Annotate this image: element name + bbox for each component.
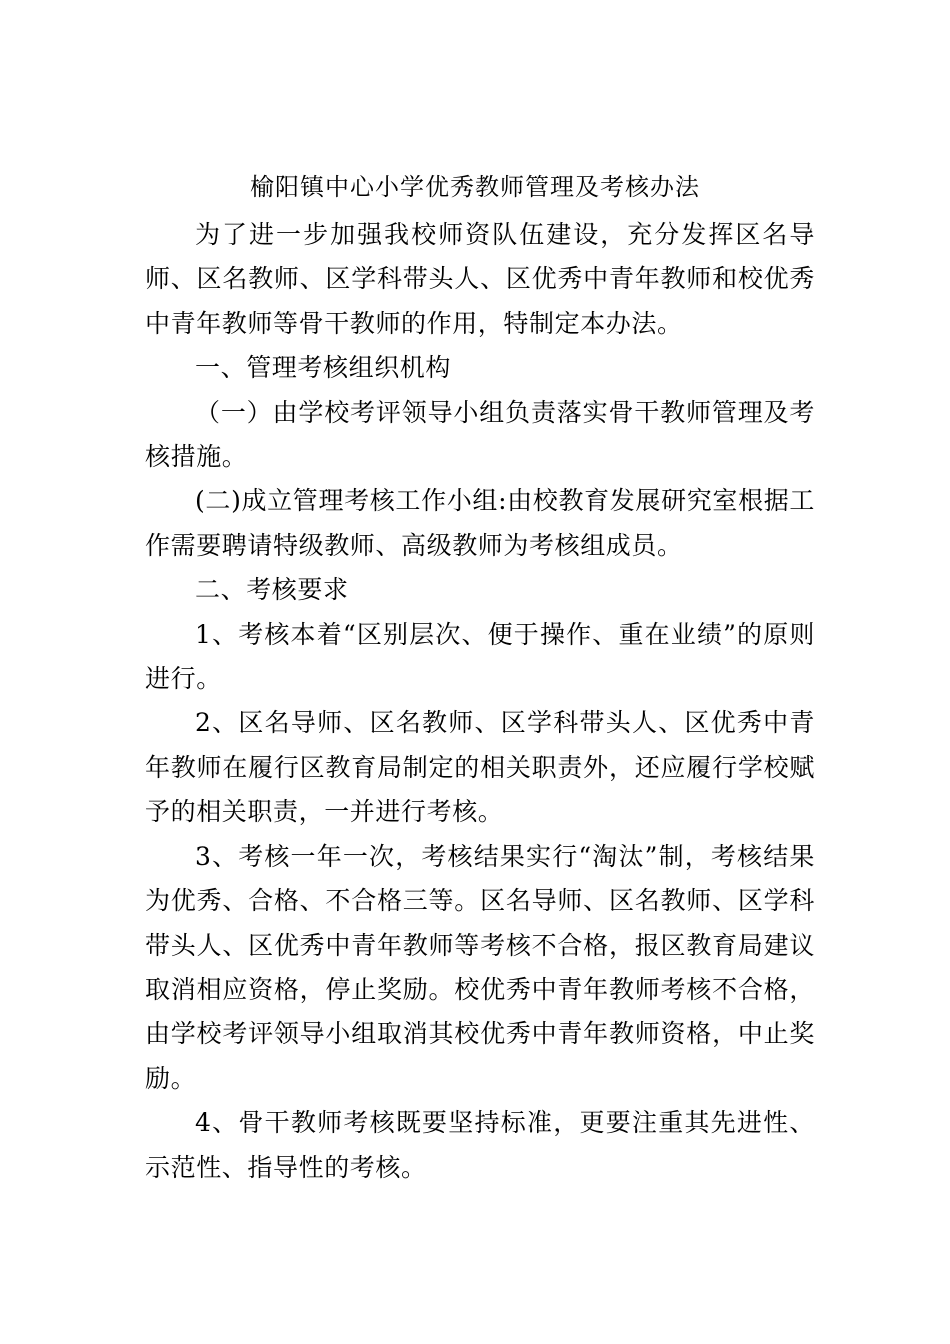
paragraph-1-2: (二)成立管理考核工作小组:由校教育发展研究室根据工作需要聘请特级教师、高级教师为考核组成员。: [145, 486, 815, 560]
section-heading-2: 二、考核要求: [195, 575, 349, 605]
paragraph-2-2: 2、区名导师、区名教师、区学科带头人、区优秀中青年教师在履行区教育局制定的相关职责外，还应履行学校赋予的相关职责，一并进行考核。: [145, 708, 815, 827]
section-heading-1: 一、管理考核组织机构: [195, 353, 452, 383]
paragraph-intro: 为了进一步加强我校师资队伍建设，充分发挥区名导师、区名教师、区学科带头人、区优秀中青年教师和校优秀中青年教师等骨干教师的作用，特制定本办法。: [145, 220, 815, 338]
paragraph-2-4: 4、骨干教师考核既要坚持标准，更要注重其先进性、示范性、指导性的考核。: [145, 1108, 815, 1182]
paragraph-2-1: 1、考核本着“区别层次、便于操作、重在业绩”的原则进行。: [145, 619, 815, 694]
document-body: [145, 213, 815, 1190]
document-title: 榆阳镇中心小学优秀教师管理及考核办法: [250, 173, 700, 201]
paragraph-1-1: （一）由学校考评领导小组负责落实骨干教师管理及考核措施。: [145, 397, 815, 472]
paragraph-2-3: 3、考核一年一次，考核结果实行“淘汰”制，考核结果为优秀、合格、不合格三等。区名导师、区名教师、区学科带头人、区优秀中青年教师等考核不合格，报区教育局建议取消相应资格，停止奖励。校优秀中青年教师考核不合格，由学校考评领导小组取消其校优秀中青年教师资格，中止奖励。: [145, 841, 815, 1093]
